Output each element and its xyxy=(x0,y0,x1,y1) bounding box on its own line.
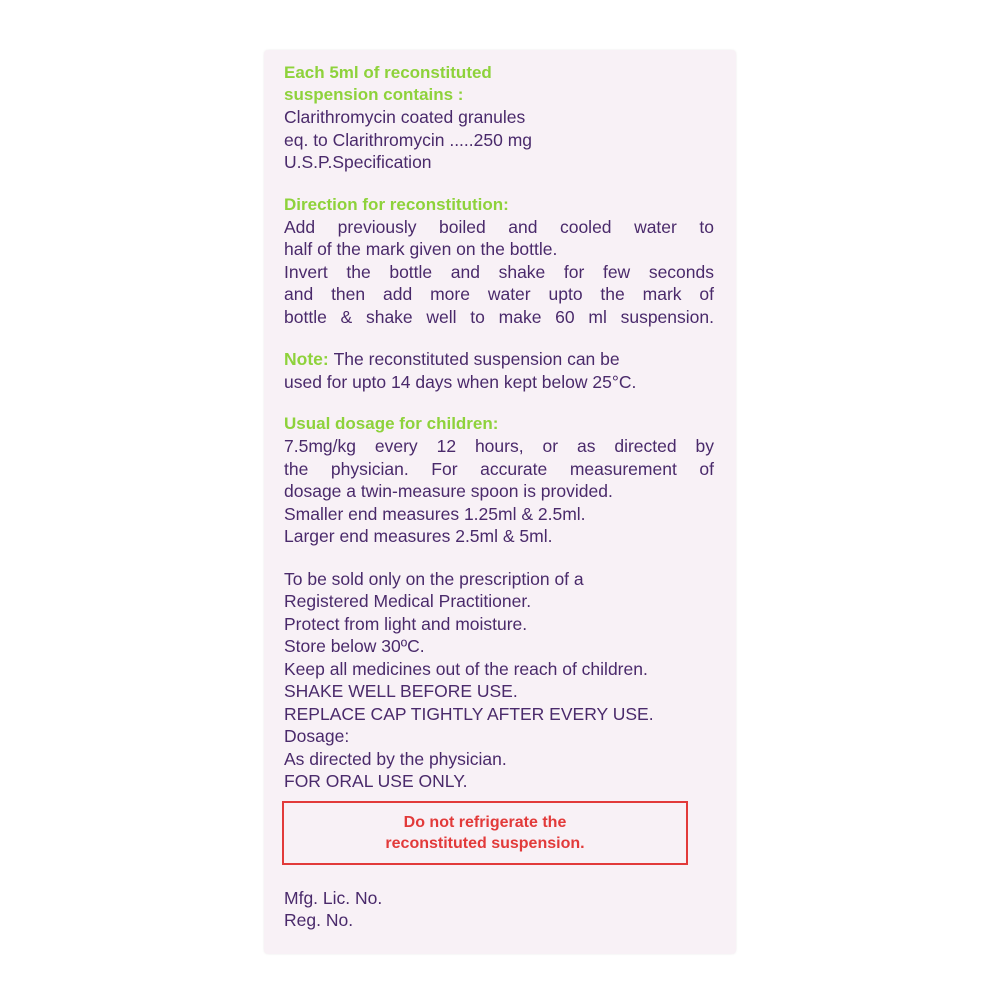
reconstitution-line: Add previously boiled and cooled water to xyxy=(284,216,714,237)
instruction-line: SHAKE WELL BEFORE USE. xyxy=(284,681,518,701)
instruction-line: Dosage: xyxy=(284,726,350,746)
composition-line: Clarithromycin coated granules xyxy=(284,107,526,127)
reconstitution-line: bottle & shake well to make 60 ml suspension. xyxy=(284,306,714,327)
warning-line: Do not refrigerate the xyxy=(403,813,567,831)
instruction-line: As directed by the physician. xyxy=(284,748,507,769)
note-section xyxy=(284,348,714,393)
instruction-line: Protect from light and moisture. xyxy=(284,613,528,634)
dosage-line: dosage a twin-measure spoon is provided. xyxy=(284,481,613,501)
instruction-line: Store below 30ºC. xyxy=(284,636,425,656)
composition-heading-line-2: suspension contains : xyxy=(284,85,464,104)
instruction-line: Registered Medical Practitioner. xyxy=(284,591,532,611)
instruction-line: FOR ORAL USE ONLY. xyxy=(284,771,468,791)
dosage-children-section xyxy=(284,413,714,548)
reconstitution-line: and then add more water upto the mark of xyxy=(284,284,714,304)
composition-line: eq. to Clarithromycin .....250 mg xyxy=(284,129,533,150)
composition-section xyxy=(284,62,714,174)
reg-no-label: Reg. No. xyxy=(284,910,354,930)
dosage-line: Larger end measures 2.5ml & 5ml. xyxy=(284,526,553,546)
note-label: Note: xyxy=(284,349,329,369)
label-panel xyxy=(264,50,736,954)
dosage-children-heading: Usual dosage for children: xyxy=(284,414,499,433)
instructions-section xyxy=(284,568,714,793)
note-text: The reconstituted suspension can be xyxy=(333,349,620,369)
refrigeration-warning-box xyxy=(282,801,688,865)
composition-heading-line-1: Each 5ml of reconstituted xyxy=(284,63,492,82)
instruction-line: To be sold only on the prescription of a xyxy=(284,568,584,589)
reconstitution-line: Invert the bottle and shake for few seconds xyxy=(284,261,714,282)
warning-line: reconstituted suspension. xyxy=(385,834,585,852)
label-content xyxy=(284,62,714,932)
mfg-lic-label: Mfg. Lic. No. xyxy=(284,887,383,908)
dosage-line: 7.5mg/kg every 12 hours, or as directed by xyxy=(284,436,714,456)
dosage-line: the physician. For accurate measurement of xyxy=(284,458,714,479)
reconstitution-line: half of the mark given on the bottle. xyxy=(284,239,558,259)
note-line-2: used for upto 14 days when kept below 25°C. xyxy=(284,371,637,392)
composition-line: U.S.P.Specification xyxy=(284,152,432,172)
instruction-line: Keep all medicines out of the reach of children. xyxy=(284,658,648,679)
note-line-1 xyxy=(284,348,714,371)
dosage-line: Smaller end measures 1.25ml & 2.5ml. xyxy=(284,503,586,524)
reconstitution-section xyxy=(284,194,714,329)
instruction-line: REPLACE CAP TIGHTLY AFTER EVERY USE. xyxy=(284,703,654,724)
license-footer xyxy=(284,887,714,932)
reconstitution-heading: Direction for reconstitution: xyxy=(284,194,509,214)
